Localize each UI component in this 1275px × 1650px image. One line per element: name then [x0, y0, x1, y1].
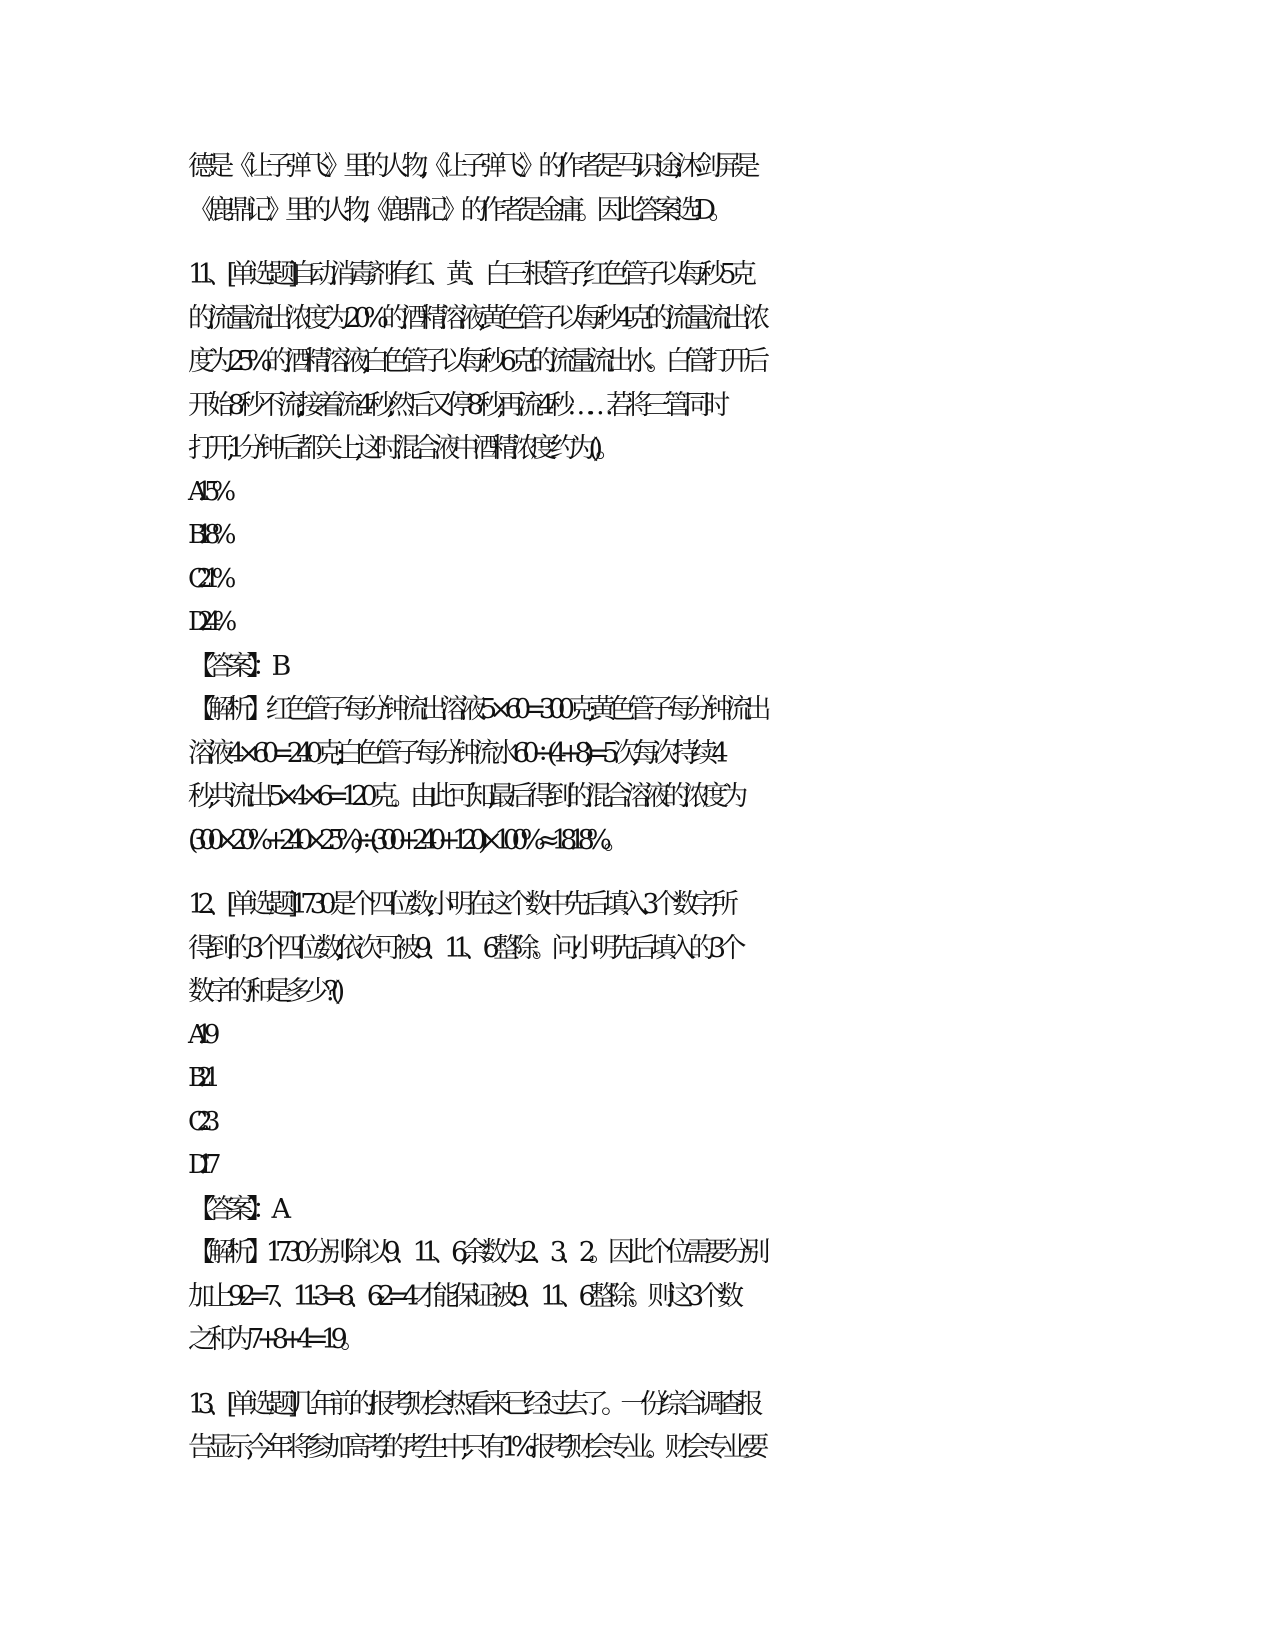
text-line: 【解析】1730 分别除以 9、11、6,余数为 2、3、2。因此个位需要分别: [188, 1237, 763, 1268]
text-line: (300×20%+240×25%)÷(300+240+120)×100%≈18.18%。: [188, 824, 622, 856]
question-stem: [188, 1383, 1088, 1470]
text-line: 之和为 7+8+4=19。: [188, 1324, 360, 1355]
page-content: [188, 145, 1088, 1470]
option-c: C. 21%: [188, 563, 228, 594]
answer-line: 【答案】：A: [188, 1193, 284, 1225]
question-stem: [188, 883, 1088, 1014]
text-line: 11、[单选题]自动消毒剂有红、黄、白三根管子,红色管子以每秒 5 克: [188, 259, 750, 290]
answer-line: 【答案】：B: [188, 650, 284, 682]
option-b: B. 18%: [188, 520, 228, 550]
text-line: 13、[单选题]几年前的报考财会热看来已经过去了。一份综合调查报: [188, 1388, 757, 1420]
question-stem: [188, 253, 1088, 471]
text-line: 德是《让子弹飞》里的人物,《让子弹飞》的作者是马识途;沐剑屏是: [188, 151, 754, 182]
intro-paragraph: [188, 145, 1088, 232]
text-line: 数字的和是多少?( ): [188, 976, 338, 1007]
text-line: 《鹿鼎记》里的人物,《鹿鼎记》的作者是金庸。因此答案选 D。: [188, 194, 728, 226]
text-line: 开始 8 秒不流,接着流 4 秒;然后又停 8 秒,再流 4 秒……若将三管同时: [188, 389, 723, 421]
text-line: 度为 25%的酒精溶液,白色管子以每秒 6 克的流量流出水。白管打开后: [188, 346, 763, 377]
analysis-block: [188, 1231, 1088, 1362]
question-12: [188, 883, 1088, 1362]
analysis-block: [188, 688, 1088, 862]
question-13: [188, 1383, 1088, 1470]
option-list: [188, 471, 1088, 645]
option-d: D. 17: [188, 1150, 213, 1180]
text-line: 的流量流出浓度为 20%的酒精溶液,黄色管子以每秒 4 克的流量流出浓: [188, 302, 763, 334]
text-line: 12、[单选题]1730 是个四位数,小明在这个数中先后填入 3 个数字,所: [188, 889, 732, 920]
text-line: 溶液 4×60=240 克;白色管子每分钟流水 60÷(4+8)=5 次,每次持续 4: [188, 737, 722, 769]
text-line: 【解析】红色管子每分钟流出溶液 5×60=300 克;黄色管子每分钟流出: [188, 694, 764, 725]
option-d: D. 24%: [188, 607, 229, 637]
text-line: 秒,共流出 5×4×6=120 克。由此可知,最后得到的混合溶液的浓度为: [188, 781, 741, 812]
option-a: A. 15%: [188, 476, 228, 507]
text-line: 告显示,今年将参加高考的考生中,只有 1%报考财会专业。财会专业要: [188, 1432, 762, 1463]
option-a: A. 19: [188, 1019, 212, 1050]
text-line: 打开,1 分钟后都关上,这时混合液中酒精浓度约为( )。: [188, 433, 615, 464]
option-b: B. 21: [188, 1063, 212, 1093]
text-line: 得到的 3 个四位数,依次可被 9、11、6 整除。问:小明先后填入的 3 个: [188, 932, 739, 964]
option-list: [188, 1014, 1088, 1188]
option-c: C. 23: [188, 1106, 212, 1137]
text-line: 加上 9-2=7、11-3=8、6-2=4 才能保证被 9、11、6 整除。则这 3 个数: [188, 1280, 737, 1312]
question-11: [188, 253, 1088, 862]
